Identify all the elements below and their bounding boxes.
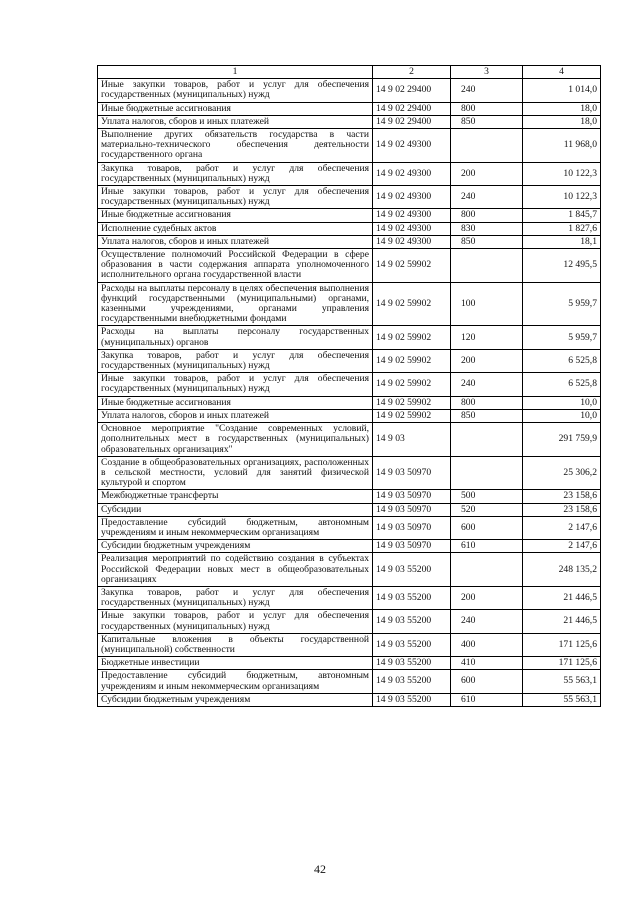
row-sum-cell: 21 446,5: [523, 586, 601, 609]
row-type-cell: 800: [451, 102, 523, 115]
row-name-cell: Выполнение других обязательств государства в части материально-технического обеспечения деятельности государственного органа: [98, 129, 373, 163]
row-name-cell: Расходы на выплаты персоналу в целях обеспечения выполнения функций государственными (муниципальными) органами, казенными учреждениями, органами управления государственными внебюджетными фондами: [98, 282, 373, 326]
row-sum-cell: 10 122,3: [523, 186, 601, 209]
row-name-cell: Предоставление субсидий бюджетным, автономным учреждениям и иным некоммерческим организациям: [98, 516, 373, 539]
row-name-cell: Уплата налогов, сборов и иных платежей: [98, 115, 373, 128]
row-type-cell: 850: [451, 115, 523, 128]
row-code-cell: 14 9 02 49300: [373, 129, 451, 163]
table-row: [98, 129, 601, 163]
row-name-cell: Исполнение судебных актов: [98, 222, 373, 235]
table-row: [98, 633, 601, 656]
row-type-cell: [451, 249, 523, 283]
row-code-cell: 14 9 03 50970: [373, 516, 451, 539]
row-name-cell: Иные закупки товаров, работ и услуг для обеспечения государственных (муниципальных) нужд: [98, 373, 373, 396]
table-row: [98, 423, 601, 457]
row-sum-cell: 6 525,8: [523, 373, 601, 396]
row-type-cell: 850: [451, 235, 523, 248]
row-sum-cell: 248 135,2: [523, 553, 601, 587]
row-type-cell: 610: [451, 540, 523, 553]
row-name-cell: Реализация мероприятий по содействию создания в субъектах Российской Федерации новых мест в общеобразовательных организациях: [98, 553, 373, 587]
row-name-cell: Иные закупки товаров, работ и услуг для обеспечения государственных (муниципальных) нужд: [98, 610, 373, 633]
row-sum-cell: 6 525,8: [523, 349, 601, 372]
row-code-cell: 14 9 02 29400: [373, 102, 451, 115]
row-code-cell: 14 9 02 49300: [373, 235, 451, 248]
column-number-1: 1: [98, 66, 373, 79]
row-type-cell: 240: [451, 79, 523, 102]
column-number-3: 3: [451, 66, 523, 79]
row-type-cell: [451, 423, 523, 457]
row-sum-cell: 18,0: [523, 102, 601, 115]
row-type-cell: 850: [451, 409, 523, 422]
table-row: [98, 516, 601, 539]
row-code-cell: 14 9 03 55200: [373, 670, 451, 693]
row-code-cell: 14 9 03 55200: [373, 657, 451, 670]
table-row: [98, 373, 601, 396]
row-code-cell: 14 9 03 55200: [373, 693, 451, 706]
row-type-cell: 240: [451, 610, 523, 633]
row-name-cell: Основное мероприятие "Создание современных условий, дополнительных мест в государственных (муниципальных) образовательных организациях": [98, 423, 373, 457]
row-sum-cell: 5 959,7: [523, 282, 601, 326]
row-name-cell: Осуществление полномочий Российской Федерации в сфере образования в части содержания аппарата уполномоченного исполнительного органа государственной власти: [98, 249, 373, 283]
row-name-cell: Закупка товаров, работ и услуг для обеспечения государственных (муниципальных) нужд: [98, 162, 373, 185]
row-code-cell: 14 9 02 49300: [373, 186, 451, 209]
row-type-cell: 200: [451, 349, 523, 372]
row-sum-cell: 55 563,1: [523, 693, 601, 706]
table-row: [98, 186, 601, 209]
row-code-cell: 14 9 02 59902: [373, 282, 451, 326]
table-row: [98, 503, 601, 516]
table-row: [98, 670, 601, 693]
row-sum-cell: 1 827,6: [523, 222, 601, 235]
row-code-cell: 14 9 02 59902: [373, 373, 451, 396]
row-code-cell: 14 9 03 55200: [373, 586, 451, 609]
row-sum-cell: 10,0: [523, 396, 601, 409]
row-sum-cell: 23 158,6: [523, 503, 601, 516]
table-row: [98, 209, 601, 222]
table-row: [98, 610, 601, 633]
row-type-cell: 600: [451, 670, 523, 693]
page-number: 42: [314, 862, 326, 876]
row-type-cell: 400: [451, 633, 523, 656]
row-sum-cell: 21 446,5: [523, 610, 601, 633]
row-name-cell: Субсидии бюджетным учреждениям: [98, 540, 373, 553]
row-sum-cell: 12 495,5: [523, 249, 601, 283]
row-code-cell: 14 9 02 59902: [373, 396, 451, 409]
row-type-cell: 120: [451, 326, 523, 349]
table-row: [98, 115, 601, 128]
table-row: [98, 249, 601, 283]
table-row: [98, 79, 601, 102]
row-sum-cell: 2 147,6: [523, 540, 601, 553]
row-sum-cell: 10 122,3: [523, 162, 601, 185]
row-sum-cell: 1 845,7: [523, 209, 601, 222]
row-name-cell: Иные бюджетные ассигнования: [98, 209, 373, 222]
row-sum-cell: 291 759,9: [523, 423, 601, 457]
row-type-cell: 800: [451, 396, 523, 409]
row-name-cell: Субсидии бюджетным учреждениям: [98, 693, 373, 706]
row-name-cell: Иные закупки товаров, работ и услуг для обеспечения государственных (муниципальных) нужд: [98, 79, 373, 102]
row-type-cell: 100: [451, 282, 523, 326]
row-type-cell: 240: [451, 186, 523, 209]
row-sum-cell: 171 125,6: [523, 633, 601, 656]
table-row: [98, 235, 601, 248]
row-type-cell: [451, 553, 523, 587]
row-code-cell: 14 9 02 29400: [373, 79, 451, 102]
row-code-cell: 14 9 02 49300: [373, 222, 451, 235]
row-sum-cell: 10,0: [523, 409, 601, 422]
row-sum-cell: 5 959,7: [523, 326, 601, 349]
table-row: [98, 409, 601, 422]
table-row: [98, 693, 601, 706]
row-code-cell: 14 9 03 50970: [373, 503, 451, 516]
row-name-cell: Бюджетные инвестиции: [98, 657, 373, 670]
row-code-cell: 14 9 02 59902: [373, 349, 451, 372]
table-row: [98, 586, 601, 609]
row-code-cell: 14 9 03 55200: [373, 633, 451, 656]
row-sum-cell: 18,0: [523, 115, 601, 128]
column-number-4: 4: [523, 66, 601, 79]
row-type-cell: 200: [451, 586, 523, 609]
row-name-cell: Создание в общеобразовательных организациях, расположенных в сельской местности, условий для занятий физической культурой и спортом: [98, 456, 373, 490]
row-type-cell: [451, 129, 523, 163]
row-sum-cell: 1 014,0: [523, 79, 601, 102]
row-code-cell: 14 9 03 50970: [373, 456, 451, 490]
row-type-cell: 800: [451, 209, 523, 222]
row-type-cell: 500: [451, 490, 523, 503]
column-number-2: 2: [373, 66, 451, 79]
row-type-cell: 240: [451, 373, 523, 396]
table-row: [98, 540, 601, 553]
row-code-cell: 14 9 02 29400: [373, 115, 451, 128]
row-type-cell: 610: [451, 693, 523, 706]
table-row: [98, 456, 601, 490]
row-name-cell: Иные закупки товаров, работ и услуг для обеспечения государственных (муниципальных) нужд: [98, 186, 373, 209]
row-sum-cell: 25 306,2: [523, 456, 601, 490]
row-code-cell: 14 9 02 49300: [373, 209, 451, 222]
row-name-cell: Закупка товаров, работ и услуг для обеспечения государственных (муниципальных) нужд: [98, 349, 373, 372]
table-row: [98, 162, 601, 185]
row-code-cell: 14 9 03 55200: [373, 553, 451, 587]
row-name-cell: Предоставление субсидий бюджетным, автономным учреждениям и иным некоммерческим организациям: [98, 670, 373, 693]
row-type-cell: 830: [451, 222, 523, 235]
budget-table-body: [98, 66, 601, 707]
table-row: [98, 396, 601, 409]
budget-table: [97, 65, 601, 707]
table-row: [98, 349, 601, 372]
row-code-cell: 14 9 02 59902: [373, 409, 451, 422]
row-code-cell: 14 9 02 59902: [373, 249, 451, 283]
row-sum-cell: 171 125,6: [523, 657, 601, 670]
row-code-cell: 14 9 03 50970: [373, 540, 451, 553]
row-sum-cell: 2 147,6: [523, 516, 601, 539]
row-name-cell: Уплата налогов, сборов и иных платежей: [98, 409, 373, 422]
column-number-row: [98, 66, 601, 79]
table-row: [98, 657, 601, 670]
row-name-cell: Уплата налогов, сборов и иных платежей: [98, 235, 373, 248]
row-type-cell: [451, 456, 523, 490]
table-row: [98, 326, 601, 349]
row-code-cell: 14 9 02 49300: [373, 162, 451, 185]
row-name-cell: Закупка товаров, работ и услуг для обеспечения государственных (муниципальных) нужд: [98, 586, 373, 609]
table-row: [98, 490, 601, 503]
row-type-cell: 600: [451, 516, 523, 539]
table-row: [98, 282, 601, 326]
row-name-cell: Расходы на выплаты персоналу государственных (муниципальных) органов: [98, 326, 373, 349]
row-code-cell: 14 9 03 55200: [373, 610, 451, 633]
table-row: [98, 553, 601, 587]
row-sum-cell: 55 563,1: [523, 670, 601, 693]
row-name-cell: Иные бюджетные ассигнования: [98, 396, 373, 409]
table-row: [98, 102, 601, 115]
row-name-cell: Субсидии: [98, 503, 373, 516]
row-sum-cell: 18,1: [523, 235, 601, 248]
row-type-cell: 520: [451, 503, 523, 516]
row-name-cell: Иные бюджетные ассигнования: [98, 102, 373, 115]
row-sum-cell: 11 968,0: [523, 129, 601, 163]
row-code-cell: 14 9 03 50970: [373, 490, 451, 503]
row-code-cell: 14 9 02 59902: [373, 326, 451, 349]
row-name-cell: Капитальные вложения в объекты государственной (муниципальной) собственности: [98, 633, 373, 656]
row-code-cell: 14 9 03: [373, 423, 451, 457]
table-row: [98, 222, 601, 235]
row-type-cell: 410: [451, 657, 523, 670]
row-type-cell: 200: [451, 162, 523, 185]
row-name-cell: Межбюджетные трансферты: [98, 490, 373, 503]
row-sum-cell: 23 158,6: [523, 490, 601, 503]
